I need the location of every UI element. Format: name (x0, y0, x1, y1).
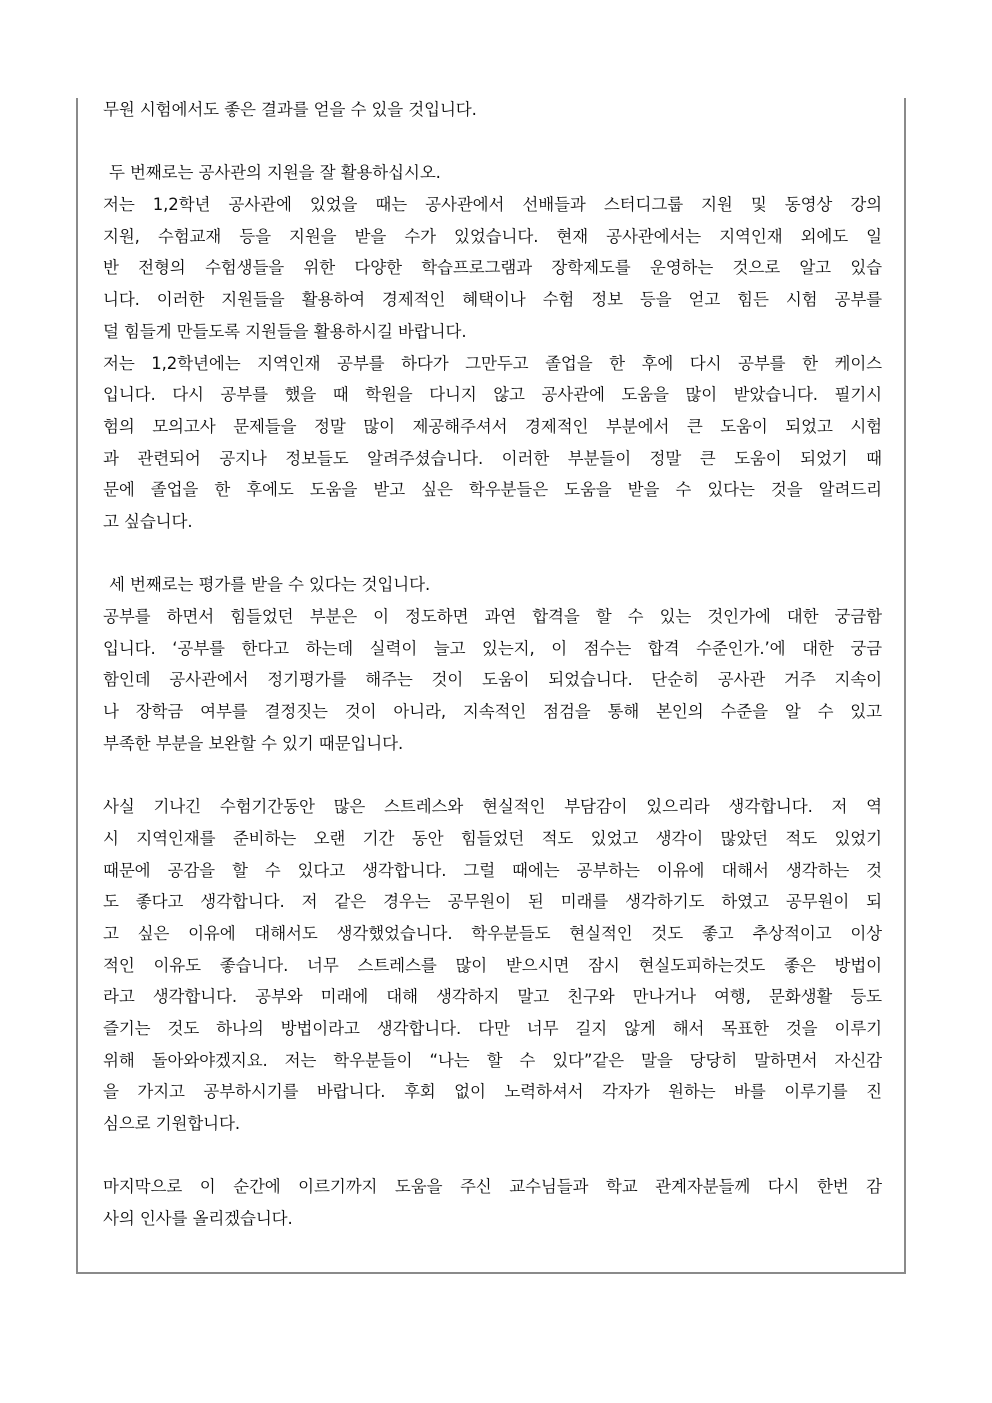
text-line: 을 가지고 공부하시기를 바랍니다. 후회 없이 노력하셔서 각자가 원하는 바를 이루기를 진 (103, 1082, 882, 1102)
section-heading: 두 번째로는 공사관의 지원을 잘 활용하십시오. (109, 163, 441, 183)
paragraph-second-body-2 (103, 348, 882, 538)
text-line: 사의 인사를 올리겠습니다. (103, 1209, 293, 1229)
paragraph-third-heading (103, 569, 882, 601)
text-line: 반 전형의 수험생들을 위한 다양한 학습프로그램과 장학제도를 운영하는 것으로 알고 있습 (103, 258, 882, 278)
paragraph-advice (103, 791, 882, 1140)
text-line: 마지막으로 이 순간에 이르기까지 도움을 주신 교수님들과 학교 관계자분들께 다시 한번 감 (103, 1177, 882, 1197)
text-line: 즐기는 것도 하나의 방법이라고 생각합니다. 다만 너무 길지 않게 해서 목표한 것을 이루기 (103, 1018, 882, 1038)
text-line: 저는 1,2학년에는 지역인재 공부를 하다가 그만두고 졸업을 한 후에 다시 공부를 한 케이스 (103, 353, 882, 373)
text-line: 공부를 하면서 힘들었던 부분은 이 정도하면 과연 합격을 할 수 있는 것인가에 대한 궁금함 (103, 607, 882, 626)
text-line: 위해 돌아와야겠지요. 저는 학우분들이 “나는 할 수 있다”같은 말을 당당히 말하면서 자신감 (103, 1050, 882, 1070)
document-body (103, 94, 882, 1235)
text-line: 심으로 기원합니다. (103, 1114, 241, 1133)
paragraph-third-body (103, 601, 882, 759)
text-line: 때문에 공감을 할 수 있다고 생각합니다. 그럴 때에는 공부하는 이유에 대해서 생각하는 것 (103, 860, 882, 880)
text-line: 사실 기나긴 수험기간동안 많은 스트레스와 현실적인 부담감이 있으리라 생각합니다. 저 역 (103, 797, 882, 817)
text-line: 입니다. 다시 공부를 했을 때 학원을 다니지 않고 공사관에 도움을 많이 받았습니다. 필기시 (103, 385, 882, 405)
text-line: 시 지역인재를 준비하는 오랜 기간 동안 힘들었던 적도 있었고 생각이 많았던 적도 있었기 (103, 828, 882, 848)
text-line: 과 관련되어 공지나 정보들도 알려주셨습니다. 이러한 부분들이 정말 큰 도움이 되었기 때 (103, 448, 882, 468)
text-line: 부족한 부분을 보완할 수 있기 때문입니다. (103, 733, 404, 753)
section-heading: 세 번째로는 평가를 받을 수 있다는 것입니다. (109, 575, 431, 595)
paragraph-gap (103, 126, 882, 158)
paragraph-closing (103, 1171, 882, 1234)
text-line: 도 좋다고 생각합니다. 저 같은 경우는 공무원이 된 미래를 생각하기도 하였고 공무원이 되 (103, 892, 882, 912)
text-line: 문에 졸업을 한 후에도 도움을 받고 싶은 학우분들은 도움을 받을 수 있다는 것을 알려드리 (103, 480, 882, 500)
paragraph-gap (103, 538, 882, 570)
paragraph-second-body-1 (103, 189, 882, 347)
text-line: 지원, 수험교재 등을 지원을 받을 수가 있었습니다. 현재 공사관에서는 지역인재 외에도 일 (103, 226, 882, 246)
text-line: 험의 모의고사 문제들을 정말 많이 제공해주셔서 경제적인 부분에서 큰 도움이 되었고 시험 (103, 416, 882, 436)
text-line: 고 싶습니다. (103, 511, 193, 531)
text-line: 고 싶은 이유에 대해서도 생각했었습니다. 학우분들도 현실적인 것도 좋고 추상적이고 이상 (103, 923, 882, 943)
paragraph-gap (103, 1140, 882, 1172)
text-line: 적인 이유도 좋습니다. 너무 스트레스를 많이 받으시면 잠시 현실도피하는것도 좋은 방법이 (103, 955, 882, 975)
paragraph-intro-end (103, 94, 882, 126)
text-line: 라고 생각합니다. 공부와 미래에 대해 생각하지 말고 친구와 만나거나 여행, 문화생활 등도 (103, 987, 882, 1007)
paragraph-gap (103, 759, 882, 791)
text-line: 나 장학금 여부를 결정짓는 것이 아니라, 지속적인 점검을 통해 본인의 수준을 알 수 있고 (103, 702, 882, 722)
text-line: 무원 시험에서도 좋은 결과를 얻을 수 있을 것입니다. (103, 100, 477, 119)
text-line: 함인데 공사관에서 정기평가를 해주는 것이 도움이 되었습니다. 단순히 공사관 거주 지속이 (103, 670, 882, 690)
paragraph-second-heading (103, 157, 882, 189)
text-line: 니다. 이러한 지원들을 활용하여 경제적인 혜택이나 수험 정보 등을 얻고 힘든 시험 공부를 (103, 290, 882, 310)
text-line: 입니다. ‘공부를 한다고 하는데 실력이 늘고 있는지, 이 점수는 합격 수준인가.’에 대한 궁금 (103, 638, 882, 658)
text-line: 덜 힘들게 만들도록 지원들을 활용하시길 바랍니다. (103, 321, 467, 341)
text-line: 저는 1,2학년 공사관에 있었을 때는 공사관에서 선배들과 스터디그룹 지원 및 동영상 강의 (103, 195, 882, 215)
